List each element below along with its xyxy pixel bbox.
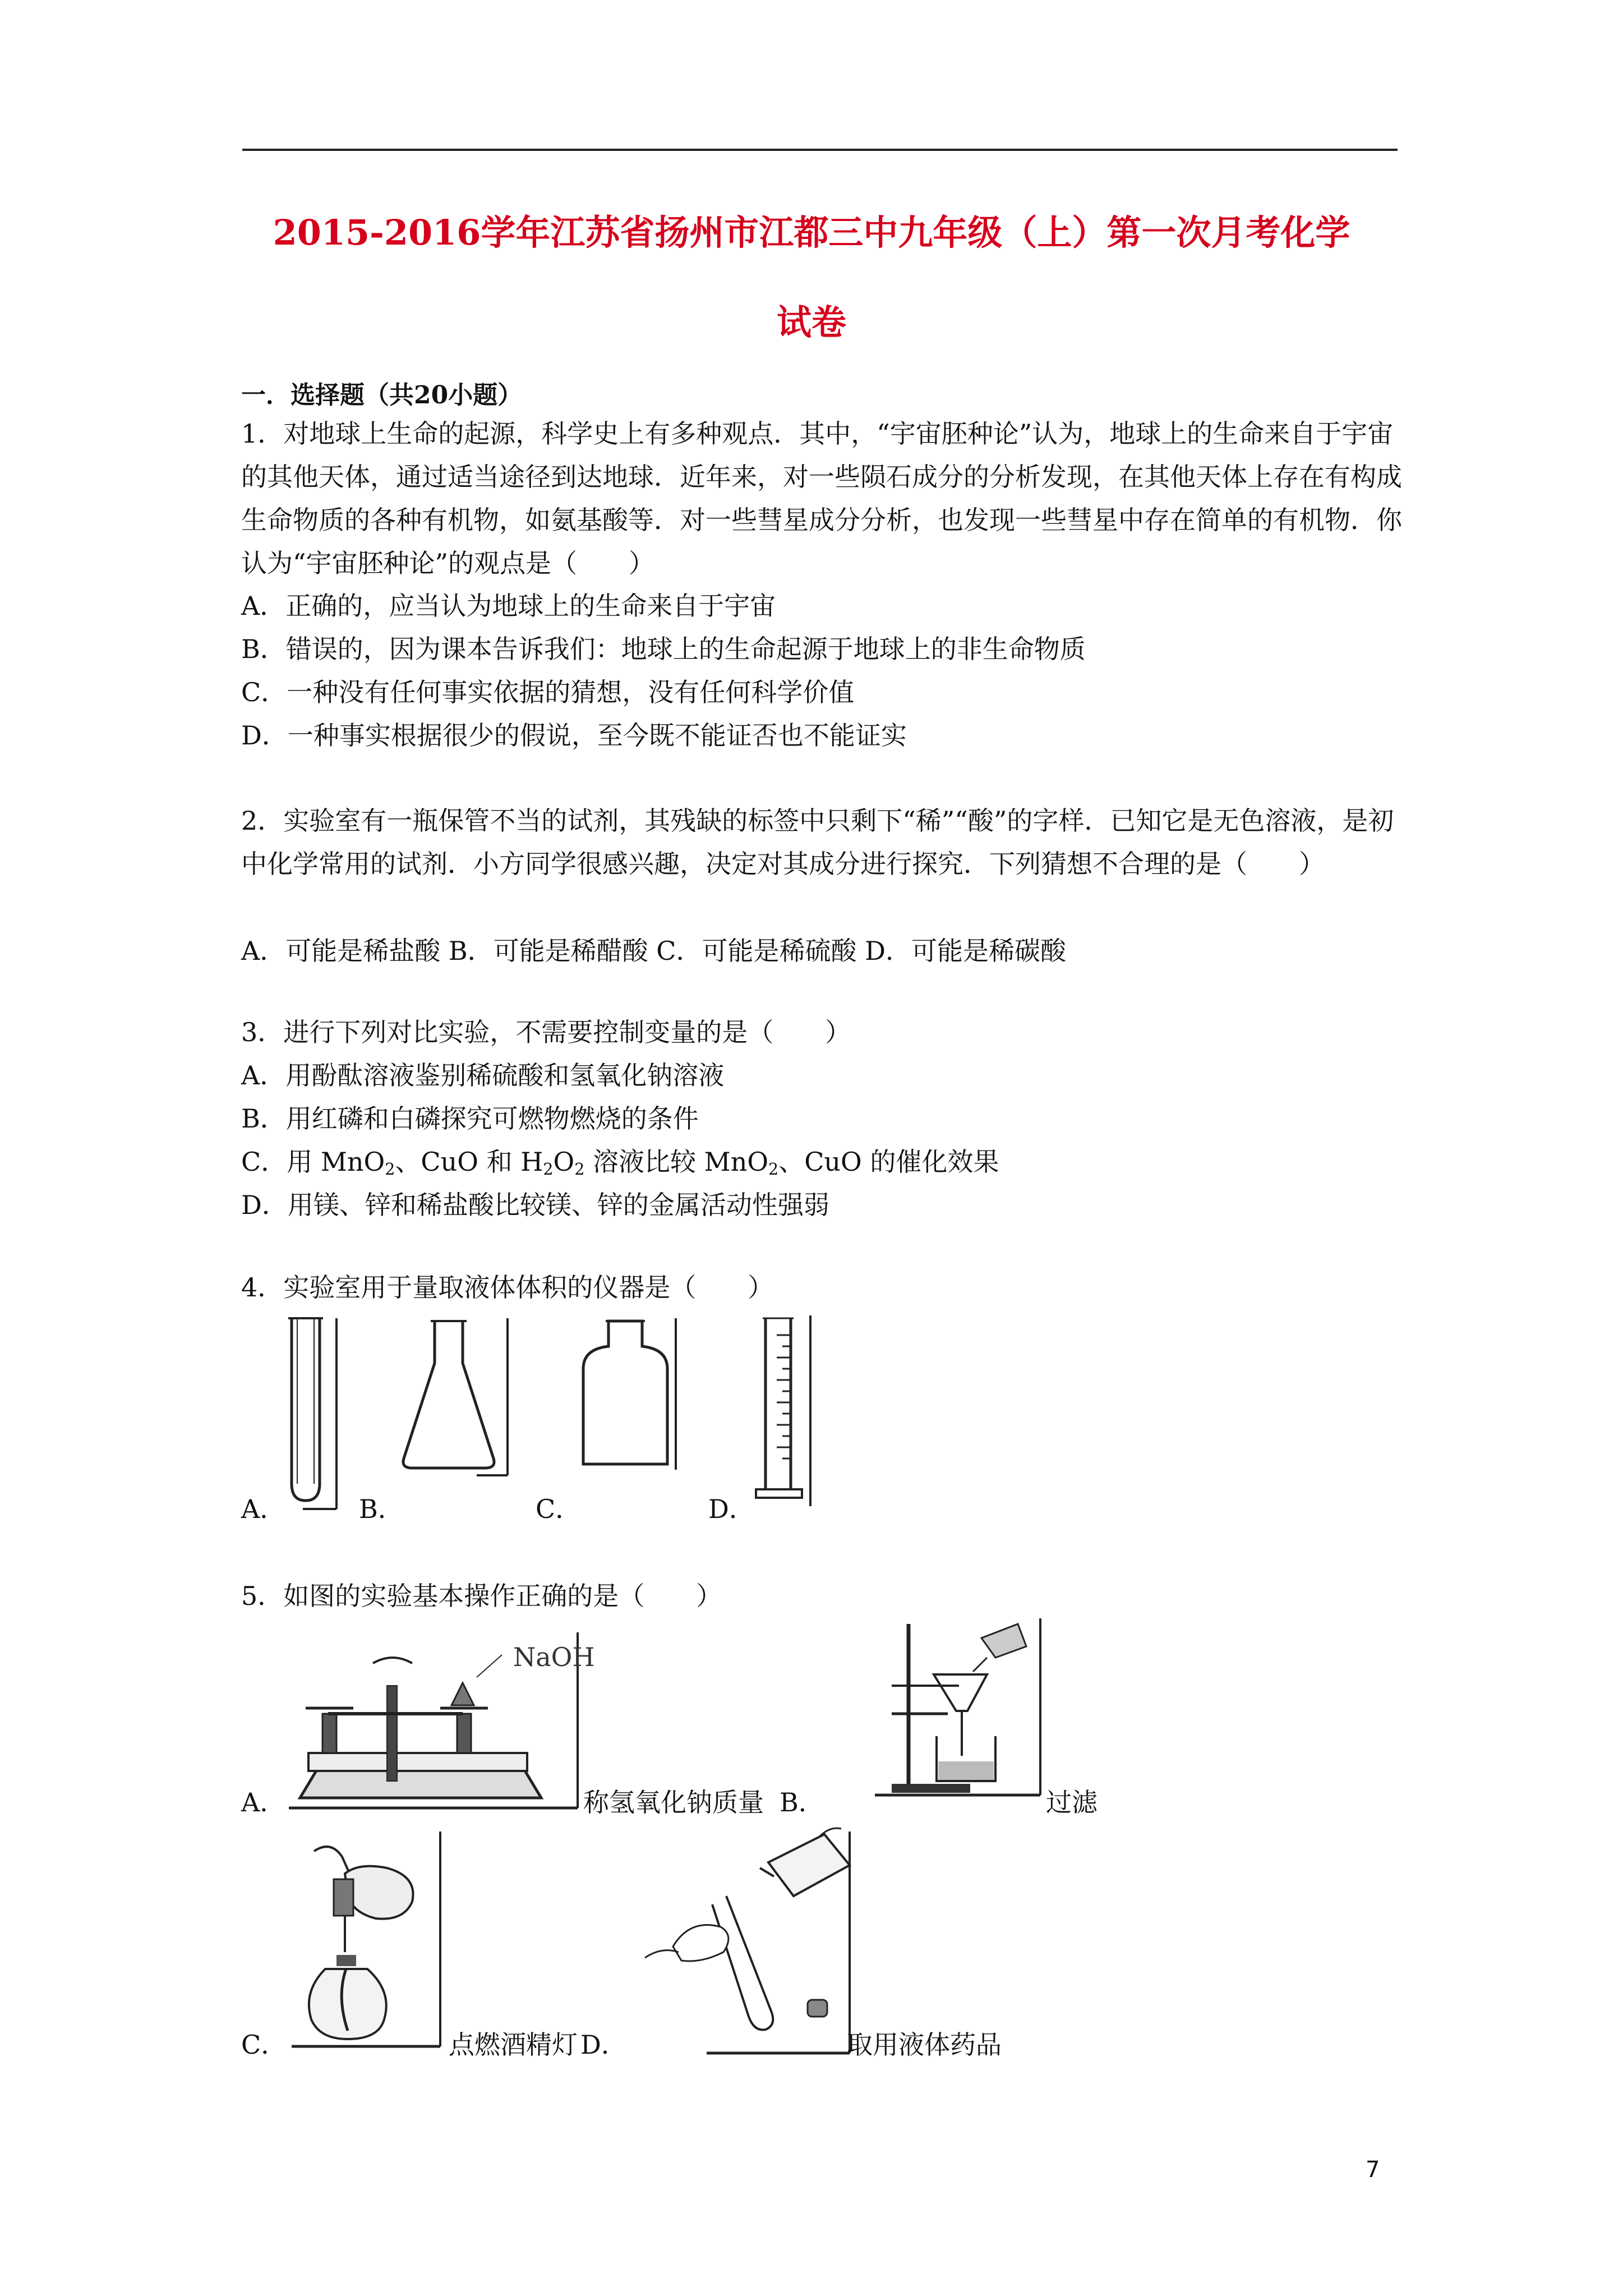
naoh-label: NaOH (513, 1642, 595, 1672)
q4-label-b: B． (359, 1494, 404, 1524)
q5-label-a: A． (241, 1787, 286, 1818)
q2-stem: 2．实验室有一瓶保管不当的试剂，其残缺的标签中只剩下“稀”“酸”的字样．已知它是无色溶液，是初中化学常用的试剂．小方同学很感兴趣，决定对其成分进行探究．下列猜想不合理的是（ ） (241, 806, 1394, 879)
q2-options: A．可能是稀盐酸 B．可能是稀醋酸 C．可能是稀硫酸 D．可能是稀碳酸 (241, 936, 1066, 966)
section-heading: 一．选择题（共20小题） (241, 381, 523, 409)
q5-stem: 5．如图的实验基本操作正确的是（ ） (241, 1581, 722, 1611)
q5-label-c: C． (241, 2030, 287, 2060)
q5-caption-a: 称氢氧化钠质量 (583, 1787, 764, 1818)
test-tube-figure (280, 1315, 348, 1512)
q3-option-c: C．用 MnO$_2$、CuO 和 $H_2O_2$ 溶液比较 MnO$_2$、CuO 的催化效果 (241, 1147, 999, 1179)
q5-caption-b: 过滤 (1046, 1787, 1098, 1818)
q1-option-b: B．错误的，因为课本告诉我们：地球上的生命起源于地球上的非生命物质 (241, 634, 1086, 664)
paper-title-line2: 试卷 (776, 302, 846, 343)
q5-caption-d: 取用液体药品 (847, 2030, 1002, 2060)
q5-label-d: D． (580, 2030, 627, 2060)
pouring-liquid-figure (639, 1823, 864, 2059)
header-rule (242, 149, 1398, 151)
q1-option-c: C．一种没有任何事实依据的猜想，没有任何科学价值 (241, 677, 855, 707)
balance-figure (289, 1630, 595, 1815)
q4-stem: 4．实验室用于量取液体体积的仪器是（ ） (241, 1272, 774, 1303)
q3-option-d: D．用镁、锌和稀盐酸比较镁、锌的金属活动性强弱 (241, 1190, 829, 1220)
q4-label-d: D． (708, 1494, 755, 1524)
q3-option-b: B．用红磷和白磷探究可燃物燃烧的条件 (241, 1103, 699, 1134)
alcohol-lamp-figure (292, 1829, 449, 2053)
q4-label-a: A． (241, 1494, 286, 1524)
reagent-bottle-figure (572, 1315, 684, 1473)
q4-label-c: C． (536, 1494, 582, 1524)
paper-title-line1: 2015-2016学年江苏省扬州市江都三中九年级（上）第一次月考化学 (273, 212, 1350, 253)
q5-caption-c: 点燃酒精灯 (449, 2030, 578, 2060)
q1-option-d: D．一种事实根据很少的假说，至今既不能证否也不能证实 (241, 720, 907, 751)
graduated-cylinder-figure (751, 1313, 819, 1515)
q1-stem: 1．对地球上生命的起源，科学史上有多种观点．其中，“宇宙胚种论”认为，地球上的生命来自于宇宙的其他天体，通过适当途径到达地球．近年来，对一些陨石成分的分析发现，在其他天体上存在有构成生命物质的各种有机物，如氨基酸等．对一些彗星成分分析，也发现一些彗星中存在简单的有机物．你认为“宇宙胚种论”的观点是（ ） (241, 418, 1402, 578)
filtration-figure (875, 1613, 1054, 1812)
conical-flask-figure (393, 1315, 522, 1478)
q1-option-a: A．正确的，应当认为地球上的生命来自于宇宙 (241, 591, 776, 621)
q5-label-b: B． (780, 1787, 824, 1818)
q3-option-a: A．用酚酞溶液鉴别稀硫酸和氢氧化钠溶液 (241, 1060, 725, 1091)
q3-stem: 3．进行下列对比实验，不需要控制变量的是（ ） (241, 1017, 851, 1047)
page-number: 7 (1366, 2157, 1380, 2183)
